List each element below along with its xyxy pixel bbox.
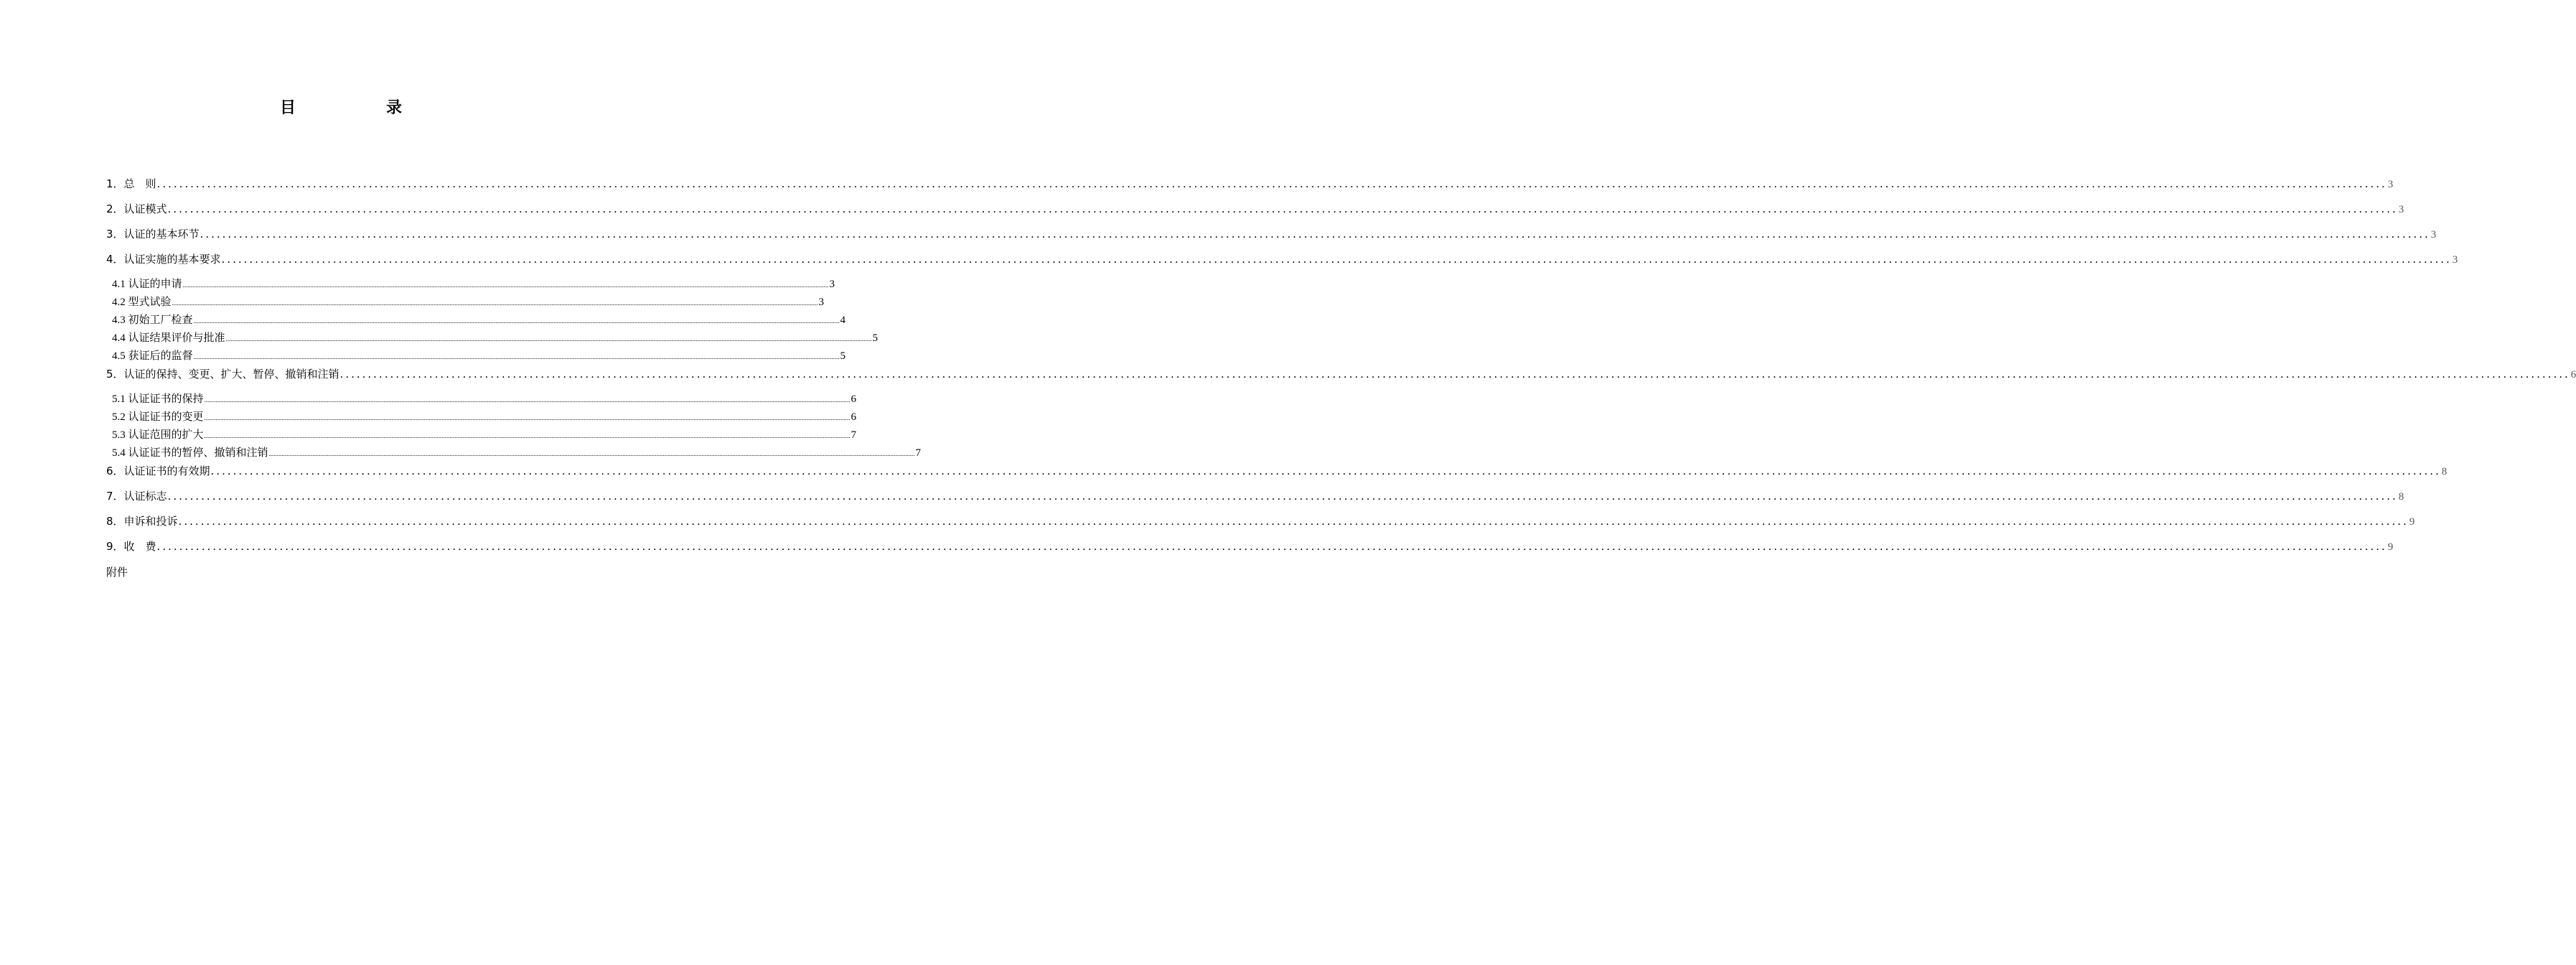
toc-entry[interactable] <box>106 177 2394 192</box>
toc-entry[interactable] <box>106 539 2394 554</box>
toc-entry-page: 8 <box>2398 491 2404 503</box>
toc-dot-leader: ................................................................................................................................................................................................................................................................................................................................................................................................................ <box>268 450 915 457</box>
toc-entry[interactable] <box>106 392 857 407</box>
toc-dot-leader: ................................................................................................................................................................................................................................................................................................................................................................................................................ <box>225 335 872 342</box>
toc-dot-leader: ................................................................................................................................................................................................................................................................................................................................................................................................................ <box>200 228 2430 241</box>
toc-entry[interactable] <box>106 464 2448 479</box>
toc-entry-page: 3 <box>829 279 835 290</box>
toc-entry[interactable] <box>106 331 879 346</box>
toc-entry-page: 6 <box>2570 369 2576 381</box>
toc-entry-label: 4.4 认证结果评价与批准 <box>112 332 225 344</box>
toc-entry-label: 3．认证的基本环节 <box>106 228 200 241</box>
toc-dot-leader: ................................................................................................................................................................................................................................................................................................................................................................................................................ <box>156 540 2387 553</box>
toc-entry-page: 9 <box>2387 541 2394 553</box>
toc-entry-page: 6 <box>851 411 857 423</box>
toc-dot-leader: ................................................................................................................................................................................................................................................................................................................................................................................................................ <box>339 368 2570 381</box>
toc-entry-page: 3 <box>2398 204 2404 215</box>
toc-dot-leader: ................................................................................................................................................................................................................................................................................................................................................................................................................ <box>204 396 851 404</box>
toc-entry[interactable] <box>106 349 846 364</box>
toc-entry-page: 5 <box>872 332 879 344</box>
toc-entry-label: 5.1 认证证书的保持 <box>112 393 204 405</box>
toc-entry[interactable] <box>106 514 2415 529</box>
toc-entry[interactable] <box>106 489 2404 504</box>
toc-entry-page: 3 <box>818 297 825 308</box>
toc-entry-label: 1．总 则 <box>106 177 156 190</box>
toc-entry-page: 5 <box>840 350 846 362</box>
toc-entry[interactable] <box>106 202 2404 217</box>
toc-entry[interactable] <box>106 410 857 425</box>
toc-dot-leader: ................................................................................................................................................................................................................................................................................................................................................................................................................ <box>193 317 840 325</box>
toc-entry-label: 4．认证实施的基本要求 <box>106 253 221 266</box>
toc-entry-label: 4.1 认证的申请 <box>112 279 182 290</box>
toc-entry-page: 8 <box>2441 466 2448 477</box>
toc-entry-page: 3 <box>2430 229 2437 241</box>
toc-dot-leader: ................................................................................................................................................................................................................................................................................................................................................................................................................ <box>210 465 2441 477</box>
toc-entry-label: 5.4 认证证书的暂停、撤销和注销 <box>112 447 268 459</box>
toc-entry-label: 5.2 认证证书的变更 <box>112 411 204 423</box>
toc-entry-page: 9 <box>2409 516 2415 528</box>
toc-dot-leader: ................................................................................................................................................................................................................................................................................................................................................................................................................ <box>182 281 829 289</box>
toc-entry-label: 8．申诉和投诉 <box>106 515 178 528</box>
toc-entry[interactable] <box>106 367 2576 382</box>
toc-dot-leader: ................................................................................................................................................................................................................................................................................................................................................................................................................ <box>172 299 818 307</box>
toc-dot-leader: ................................................................................................................................................................................................................................................................................................................................................................................................................ <box>193 353 840 360</box>
toc-entry[interactable] <box>106 227 2437 242</box>
toc-entry-label: 4.3 初始工厂检查 <box>112 314 193 326</box>
toc-entry-page: 7 <box>915 447 922 459</box>
page-title: 目 录 <box>279 99 439 117</box>
toc-entry-label: 4.5 获证后的监督 <box>112 350 193 362</box>
toc-entry[interactable] <box>106 313 846 328</box>
toc-entry-page: 6 <box>851 393 857 405</box>
toc-entry-label: 5.3 认证范围的扩大 <box>112 429 204 441</box>
toc-dot-leader: ................................................................................................................................................................................................................................................................................................................................................................................................................ <box>167 490 2398 503</box>
toc-entry-label: 5．认证的保持、变更、扩大、暂停、撤销和注销 <box>106 368 339 381</box>
toc-entry-label: 4.2 型式试验 <box>112 297 172 308</box>
toc-dot-leader: ................................................................................................................................................................................................................................................................................................................................................................................................................ <box>204 414 851 421</box>
toc-dot-leader: ................................................................................................................................................................................................................................................................................................................................................................................................................ <box>178 515 2409 528</box>
toc-entry-label: 9．收 费 <box>106 540 156 553</box>
toc-entry-label: 6．认证证书的有效期 <box>106 465 210 477</box>
toc-entry[interactable] <box>106 428 857 443</box>
toc-entry[interactable] <box>106 277 835 292</box>
toc-dot-leader: ................................................................................................................................................................................................................................................................................................................................................................................................................ <box>221 253 2452 266</box>
toc-entry-page: 3 <box>2387 179 2394 190</box>
toc-entry-page: 4 <box>840 314 846 326</box>
toc-entry[interactable] <box>106 446 922 461</box>
toc-entry[interactable] <box>106 295 825 310</box>
toc-entry-label: 7．认证标志 <box>106 490 167 503</box>
attachment-label: 附件 <box>106 566 128 579</box>
toc-entry[interactable] <box>106 252 2458 267</box>
toc-dot-leader: ................................................................................................................................................................................................................................................................................................................................................................................................................ <box>204 432 851 439</box>
toc-entry-page: 3 <box>2452 254 2458 266</box>
toc-dot-leader: ................................................................................................................................................................................................................................................................................................................................................................................................................ <box>156 177 2387 190</box>
toc-entry-page: 7 <box>851 429 857 441</box>
toc-entry-label: 2．认证模式 <box>106 202 167 215</box>
toc-dot-leader: ................................................................................................................................................................................................................................................................................................................................................................................................................ <box>167 202 2398 215</box>
